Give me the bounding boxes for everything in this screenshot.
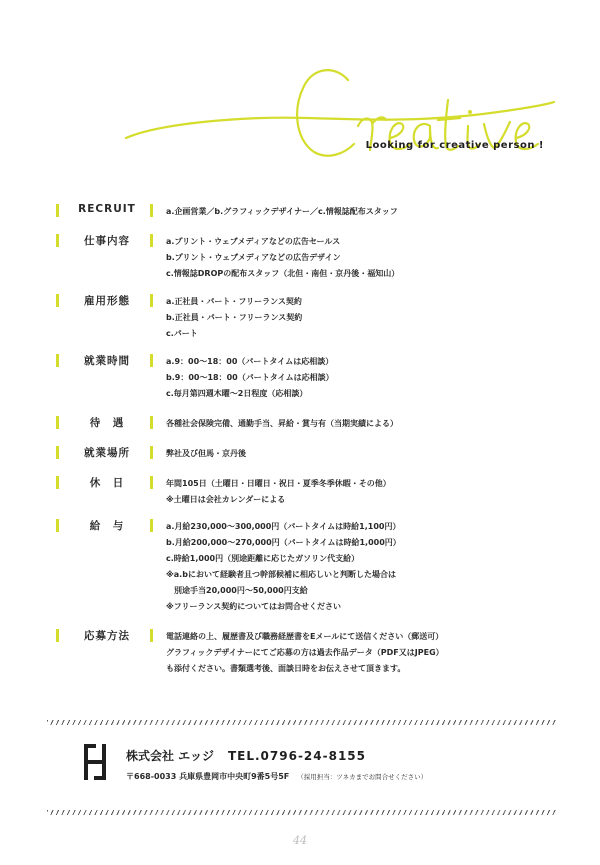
row-line: b.月給200,000～270,000円（パートタイムは時給1,000円）	[166, 538, 401, 547]
accent-bar	[56, 629, 59, 642]
row-line: c.毎月第四週木曜～2日程度（応相談）	[166, 389, 308, 398]
accent-bar	[150, 294, 153, 307]
row-line: c.パート	[166, 329, 198, 338]
row-line: a.9：00～18：00（パートタイムは応相談）	[166, 357, 334, 366]
accent-bar	[56, 204, 59, 217]
row-line: a.プリント・ウェブメディアなどの広告セールス	[166, 237, 341, 246]
row-line: b.正社員・パート・フリーランス契約	[166, 313, 303, 322]
row-line: b.プリント・ウェブメディアなどの広告デザイン	[166, 253, 341, 262]
accent-bar	[150, 519, 153, 532]
accent-bar	[56, 446, 59, 459]
accent-bar	[150, 354, 153, 367]
row-line: a.正社員・パート・フリーランス契約	[166, 297, 302, 306]
accent-bar	[150, 446, 153, 459]
row-line: 各種社会保険完備、通勤手当、昇給・賞与有（当期実績による）	[166, 419, 398, 428]
edge-logo-icon	[84, 744, 106, 780]
hatched-divider-bottom	[47, 810, 557, 815]
address-note: （採用担当：ツネカまでお問合せください）	[297, 773, 428, 781]
page-number: 44	[293, 834, 307, 847]
row-label: 雇用形態	[84, 295, 130, 307]
accent-bar	[56, 476, 59, 489]
row-line: グラフィックデザイナーにてご応募の方は過去作品データ（PDF又はJPEG）	[166, 648, 444, 657]
company-address-line	[126, 771, 427, 782]
row-label: 給 与	[89, 520, 125, 532]
row-line: c.情報誌DROPの配布スタッフ（北但・南但・京丹後・福知山）	[166, 269, 400, 278]
row-line: a.企画営業／b.グラフィックデザイナー／c.情報誌配布スタッフ	[166, 207, 398, 216]
row-line: ※土曜日は会社カレンダーによる	[166, 495, 286, 504]
row-label: 仕事内容	[84, 235, 130, 247]
row-line: a.月給230,000～300,000円（パートタイムは時給1,100円）	[166, 522, 401, 531]
row-line: c.時給1,000円（別途距離に応じたガソリン代支給）	[166, 554, 360, 563]
accent-bar	[150, 476, 153, 489]
accent-bar	[150, 416, 153, 429]
accent-bar	[56, 519, 59, 532]
company-name: 株式会社 エッジ	[126, 749, 214, 763]
company-address: 〒668-0033 兵庫県豊岡市中央町9番5号5F	[126, 772, 290, 781]
accent-bar	[56, 354, 59, 367]
row-label: RECRUIT	[78, 203, 136, 215]
accent-bar	[56, 416, 59, 429]
accent-bar	[56, 294, 59, 307]
row-line: ※a.bにおいて経験者且つ幹部候補に相応しいと判断した場合は	[166, 570, 396, 579]
accent-bar	[150, 629, 153, 642]
company-info	[126, 747, 366, 764]
hatched-divider-top	[47, 720, 557, 725]
row-line: b.9：00～18：00（パートタイムは応相談）	[166, 373, 334, 382]
accent-bar	[150, 204, 153, 217]
company-tel: TEL.0796-24-8155	[227, 749, 366, 763]
row-label: 応募方法	[84, 630, 130, 642]
accent-bar	[150, 234, 153, 247]
row-line: も添付ください。書類選考後、面談日時をお伝えさせて頂きます。	[166, 664, 406, 673]
row-label: 待 遇	[89, 417, 125, 429]
row-label: 休 日	[89, 477, 125, 489]
tagline: Looking for creative person !	[365, 140, 544, 151]
row-line: 年間105日（土曜日・日曜日・祝日・夏季冬季休暇・その他）	[166, 479, 391, 488]
row-line: 電話連絡の上、履歴書及び職務経歴書をEメールにて送信ください（郵送可）	[166, 632, 444, 641]
creative-script-title	[118, 60, 558, 170]
row-line: 別途手当20,000円～50,000円支給	[166, 586, 308, 595]
row-label: 就業場所	[84, 447, 130, 459]
row-line: 弊社及び但馬・京丹後	[166, 449, 246, 458]
accent-bar	[56, 234, 59, 247]
row-label: 就業時間	[84, 355, 130, 367]
row-line: ※フリーランス契約についてはお問合せください	[166, 602, 342, 611]
